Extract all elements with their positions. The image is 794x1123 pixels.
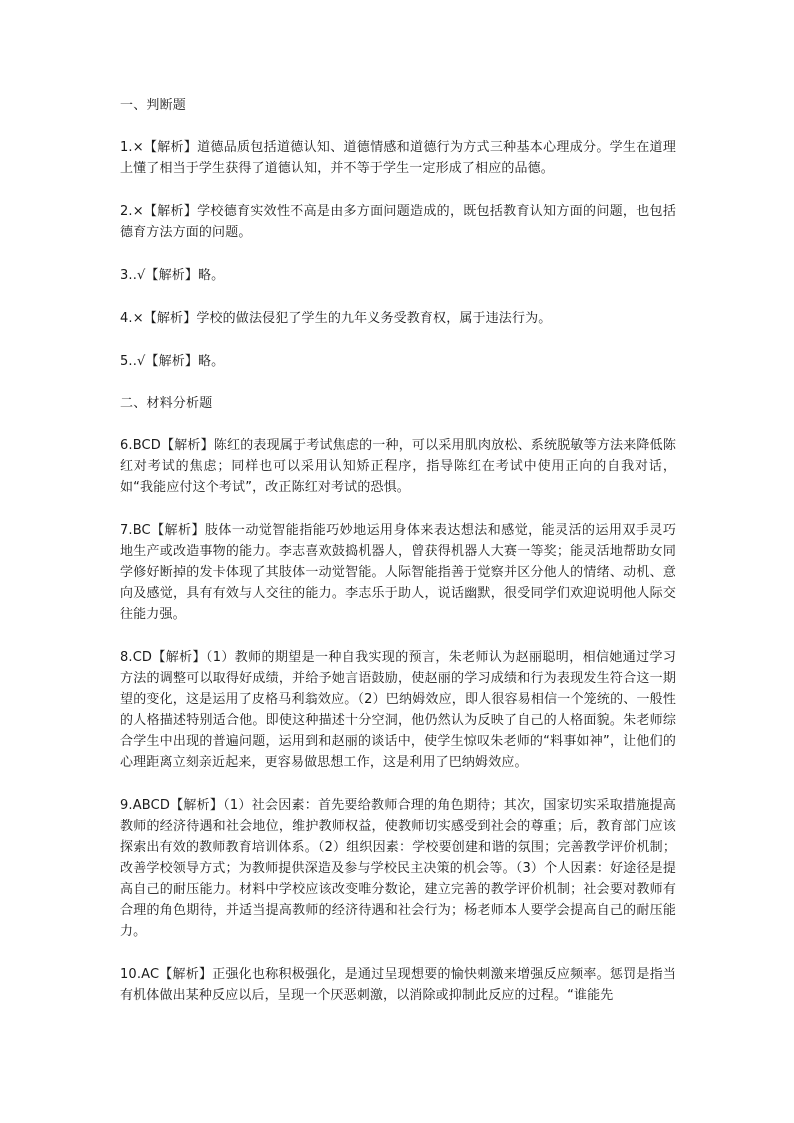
answer-item-5: 5..√【解析】略。 bbox=[120, 354, 225, 369]
answer-item-9: 9.ABCD【解析】（1）社会因素：首先要给教师合理的角色期待；其次，国家切实采取措施提高教师的经济待遇和社会地位，维护教师权益，使教师切实感受到社会的尊重；后，教育部门应该探索出有效的教师教育培训体系。（2）组织因素：学校要创建和谐的氛围；完善教学评价机制；改善学校领导方式；为教师提供深造及参与学校民主决策的机会等。（3）个人因素：好途径是提高自己的耐压能力。材料中学校应该改变唯分数论，建立完善的教学评价机制；社会要对教师有合理的角色期待，并适当提高教师的经济待遇和社会行为；杨老师本人要学会提高自己的耐压能力。 bbox=[120, 798, 676, 939]
answer-item-8: 8.CD【解析】（1）教师的期望是一种自我实现的预言，朱老师认为赵丽聪明，相信她通过学习方法的调整可以取得好成绩，并给予她言语鼓励，使赵丽的学习成绩和行为表现发生符合这一期望的变化，这是运用了皮格马利翁效应。（2）巴纳姆效应，即人很容易相信一个笼统的、一般性的人格描述特别适合他。即使这种描述十分空洞，他仍然认为反映了自己的人格面貌。朱老师综合学生中出现的普遍问题，运用到和赵丽的谈话中，使学生惊叹朱老师的“料事如神”，让他们的心理距离立刻亲近起来，更容易做思想工作，这是利用了巴纳姆效应。 bbox=[120, 650, 676, 770]
answer-item-1: 1.×【解析】道德品质包括道德认知、道德情感和道德行为方式三种基本心理成分。学生在道理上懂了相当于学生获得了道德认知，并不等于学生一定形成了相应的品德。 bbox=[120, 140, 676, 176]
answer-item-7: 7.BC【解析】肢体一动觉智能指能巧妙地运用身体来表达想法和感觉，能灵活的运用双手灵巧地生产或改造事物的能力。李志喜欢鼓捣机器人，曾获得机器人大赛一等奖；能灵活地帮助女同学修好断掉的发卡体现了其肢体一动觉智能。人际智能指善于觉察并区分他人的情绪、动机、意向及感觉，具有有效与人交往的能力。李志乐于助人，说话幽默，很受同学们欢迎说明他人际交往能力强。 bbox=[120, 523, 676, 622]
section-heading-material-analysis: 二、材料分析题 bbox=[120, 396, 213, 411]
answer-item-3: 3..√【解析】略。 bbox=[120, 268, 225, 283]
answer-item-6: 6.BCD【解析】陈红的表现属于考试焦虑的一种，可以采用肌肉放松、系统脱敏等方法来降低陈红对考试的焦虑；同样也可以采用认知矫正程序，指导陈红在考试中使用正向的自我对话，如“我能应付这个考试”，改正陈红对考试的恐惧。 bbox=[120, 438, 676, 495]
answer-item-2: 2.×【解析】学校德育实效性不高是由多方面问题造成的，既包括教育认知方面的问题，也包括德育方法方面的问题。 bbox=[120, 204, 676, 240]
answer-item-4: 4.×【解析】学校的做法侵犯了学生的九年义务受教育权，属于违法行为。 bbox=[120, 311, 552, 326]
answer-item-10: 10.AC【解析】正强化也称积极强化，是通过呈现想要的愉快刺激来增强反应频率。惩罚是指当有机体做出某种反应以后，呈现一个厌恶刺激，以消除或抑制此反应的过程。“谁能先 bbox=[120, 967, 676, 1003]
document-page bbox=[120, 96, 676, 1028]
section-heading-judgment: 一、判断题 bbox=[120, 98, 187, 113]
